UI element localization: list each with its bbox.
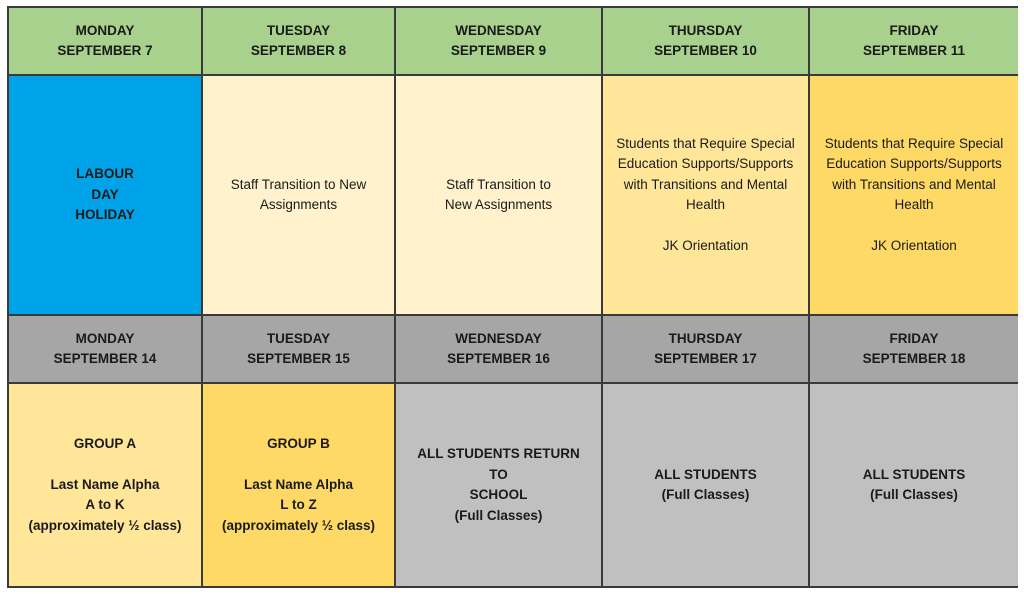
cell-line: (Full Classes) xyxy=(661,487,750,502)
date-label: SEPTEMBER 14 xyxy=(53,351,157,366)
date-label: SEPTEMBER 8 xyxy=(250,43,347,58)
cell-line: LABOUR xyxy=(76,166,134,182)
cell-line: with Transitions and Mental xyxy=(832,176,996,192)
day-label: MONDAY xyxy=(75,331,135,346)
cell-line: DAY xyxy=(91,186,119,202)
cell-staff-transition-wed xyxy=(394,74,601,314)
schedule-grid xyxy=(7,6,1018,588)
header-mon-sep7 xyxy=(7,6,201,74)
cell-line: Last Name Alpha xyxy=(243,476,354,492)
cell-line: A to K xyxy=(85,497,125,513)
cell-line: Health xyxy=(894,197,934,212)
cell-group-a xyxy=(7,382,201,586)
cell-line: (Full Classes) xyxy=(454,507,543,523)
cell-line: Last Name Alpha xyxy=(50,476,160,492)
cell-line: ALL STUDENTS RETURN xyxy=(417,446,580,461)
cell-line: L to Z xyxy=(280,497,317,513)
cell-group-b xyxy=(201,382,394,586)
cell-line: Staff Transition to xyxy=(446,176,551,192)
day-label: FRIDAY xyxy=(889,331,939,346)
cell-line: TO xyxy=(489,466,508,482)
day-label: TUESDAY xyxy=(266,23,331,38)
cell-line: (approximately ½ class) xyxy=(28,517,182,533)
cell-line: Students that Require Special xyxy=(824,135,1004,151)
cell-line: Students that Require Special xyxy=(616,135,795,151)
header-fri-sep18 xyxy=(808,314,1018,382)
day-label: THURSDAY xyxy=(668,331,743,346)
group-title: GROUP A xyxy=(73,435,137,451)
header-wed-sep9 xyxy=(394,6,601,74)
cell-line: with Transitions and Mental xyxy=(623,176,788,192)
cell-line: (Full Classes) xyxy=(870,487,958,502)
cell-line: ALL STUDENTS xyxy=(862,466,966,482)
header-thu-sep17 xyxy=(601,314,808,382)
date-label: SEPTEMBER 11 xyxy=(862,43,966,58)
cell-all-students-thu xyxy=(601,382,808,586)
day-label: MONDAY xyxy=(75,23,135,38)
cell-staff-transition-tue xyxy=(201,74,394,314)
cell-line: New Assignments xyxy=(444,197,553,212)
day-label: WEDNESDAY xyxy=(455,331,542,346)
cell-line: Education Supports/Supports xyxy=(617,156,794,171)
cell-labour-day-holiday xyxy=(7,74,201,314)
jk-orientation-label: JK Orientation xyxy=(871,238,957,253)
header-wed-sep16 xyxy=(394,314,601,382)
cell-line: Staff Transition to New xyxy=(230,176,367,192)
header-tue-sep15 xyxy=(201,314,394,382)
date-label: SEPTEMBER 10 xyxy=(654,43,757,58)
header-tue-sep8 xyxy=(201,6,394,74)
cell-all-students-fri xyxy=(808,382,1018,586)
date-label: SEPTEMBER 18 xyxy=(862,351,966,366)
cell-line: ALL STUDENTS xyxy=(654,466,757,482)
jk-orientation-label: JK Orientation xyxy=(662,238,749,253)
cell-line: (approximately ½ class) xyxy=(221,517,376,533)
cell-line: Health xyxy=(685,197,726,212)
cell-line: SCHOOL xyxy=(469,487,528,502)
header-mon-sep14 xyxy=(7,314,201,382)
day-label: FRIDAY xyxy=(889,23,939,38)
day-label: TUESDAY xyxy=(266,331,331,346)
cell-line: Education Supports/Supports xyxy=(826,156,1002,171)
date-label: SEPTEMBER 9 xyxy=(450,43,547,58)
date-label: SEPTEMBER 15 xyxy=(247,351,350,366)
cell-line: Assignments xyxy=(259,197,338,212)
cell-special-education-fri xyxy=(808,74,1018,314)
date-label: SEPTEMBER 16 xyxy=(447,351,550,366)
date-label: SEPTEMBER 17 xyxy=(654,351,757,366)
cell-special-education-thu xyxy=(601,74,808,314)
day-label: THURSDAY xyxy=(668,23,743,38)
cell-line: HOLIDAY xyxy=(75,207,135,223)
cell-all-students-return xyxy=(394,382,601,586)
group-title: GROUP B xyxy=(267,435,330,451)
day-label: WEDNESDAY xyxy=(455,23,542,38)
header-thu-sep10 xyxy=(601,6,808,74)
header-fri-sep11 xyxy=(808,6,1018,74)
date-label: SEPTEMBER 7 xyxy=(57,43,153,58)
